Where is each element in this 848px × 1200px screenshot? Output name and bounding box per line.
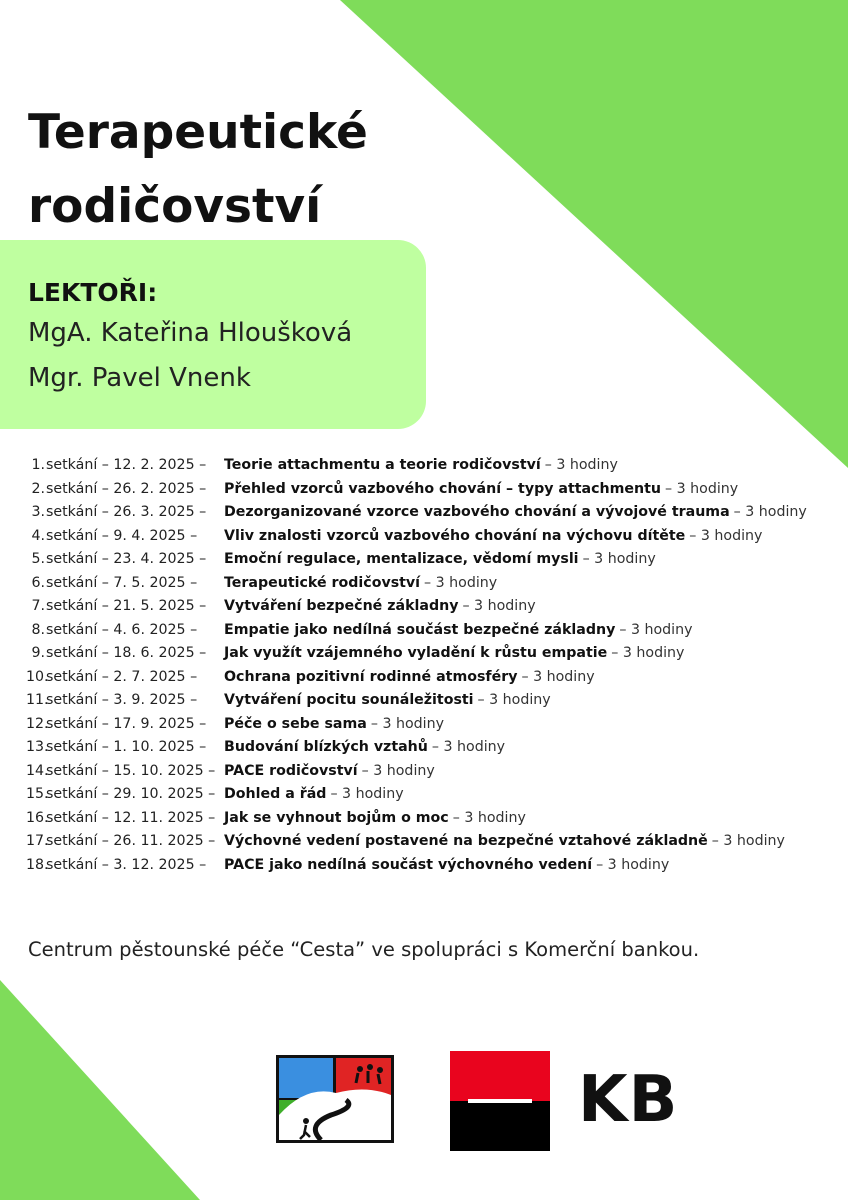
session-date: setkání – 3. 12. 2025 –: [46, 856, 207, 873]
session-row: [26, 481, 841, 505]
session-duration: – 3 hodiny: [330, 786, 404, 802]
session-topic: Výchovné vedení postavené na bezpečné vztahové základně: [224, 833, 708, 849]
session-topic: Emoční regulace, mentalizace, vědomí mysli: [224, 551, 579, 567]
session-row: [26, 504, 841, 528]
session-topic: Terapeutické rodičovství: [224, 574, 421, 591]
session-duration: – 3 hodiny: [619, 621, 693, 638]
session-date: setkání – 21. 5. 2025 –: [46, 598, 207, 614]
session-topic: Vytváření bezpečné základny: [224, 598, 459, 614]
session-row: [26, 575, 841, 599]
session-topic: PACE jako nedílná součást výchovného vedení: [224, 856, 593, 873]
session-topic: Budování blízkých vztahů: [224, 739, 428, 755]
lector-name-2: Mgr. Pavel Vnenk: [28, 363, 251, 393]
session-duration: – 3 hodiny: [596, 856, 670, 873]
lectors-heading: LEKTOŘI:: [28, 278, 158, 307]
session-duration: – 3 hodiny: [689, 527, 763, 544]
session-list: [26, 457, 841, 880]
session-date: setkání – 23. 4. 2025 –: [46, 551, 207, 567]
session-number: 2.: [31, 480, 45, 497]
kb-logo-icon: [450, 1051, 550, 1151]
session-date: setkání – 4. 6. 2025 –: [46, 621, 198, 638]
session-row: [26, 833, 841, 857]
session-topic: Dezorganizované vzorce vazbového chování a vývojové trauma: [224, 504, 730, 520]
session-number: 9.: [31, 645, 45, 661]
session-date: setkání – 17. 9. 2025 –: [46, 715, 207, 732]
session-duration: – 3 hodiny: [711, 833, 785, 849]
session-number: 16.: [26, 809, 49, 826]
session-number: 12.: [26, 715, 49, 732]
session-duration: – 3 hodiny: [733, 504, 807, 520]
session-duration: – 3 hodiny: [370, 715, 444, 732]
session-row: [26, 857, 841, 881]
session-row: [26, 810, 841, 834]
session-duration: – 3 hodiny: [665, 480, 739, 497]
session-duration: – 3 hodiny: [611, 645, 685, 661]
session-date: setkání – 26. 3. 2025 –: [46, 504, 207, 520]
session-number: 7.: [31, 598, 45, 614]
session-number: 5.: [31, 551, 45, 567]
session-topic: Jak se vyhnout bojům o moc: [224, 809, 449, 826]
session-topic: Péče o sebe sama: [224, 715, 367, 732]
session-row: [26, 622, 841, 646]
page-title-line1: Terapeutické: [28, 105, 368, 160]
session-number: 15.: [26, 786, 49, 802]
session-topic: Ochrana pozitivní rodinné atmosféry: [224, 668, 518, 685]
footer-text: Centrum pěstounské péče “Cesta” ve spolupráci s Komerční bankou.: [28, 938, 700, 961]
session-number: 17.: [26, 833, 49, 849]
session-date: setkání – 3. 9. 2025 –: [46, 692, 198, 708]
page-title: [28, 96, 368, 244]
session-number: 14.: [26, 762, 49, 779]
session-date: setkání – 18. 6. 2025 –: [46, 645, 207, 661]
session-date: setkání – 2. 7. 2025 –: [46, 668, 198, 685]
session-duration: – 3 hodiny: [424, 574, 498, 591]
cesta-logo: [276, 1055, 394, 1143]
session-duration: – 3 hodiny: [361, 762, 435, 779]
session-duration: – 3 hodiny: [452, 809, 526, 826]
session-date: setkání – 26. 11. 2025 –: [46, 833, 216, 849]
session-number: 13.: [26, 739, 49, 755]
bottom-left-green-triangle: [0, 980, 200, 1200]
session-topic: Jak využít vzájemného vyladění k růstu empatie: [224, 645, 608, 661]
session-row: [26, 692, 841, 716]
session-date: setkání – 7. 5. 2025 –: [46, 574, 198, 591]
session-duration: – 3 hodiny: [582, 551, 656, 567]
session-row: [26, 598, 841, 622]
session-date: setkání – 1. 10. 2025 –: [46, 739, 207, 755]
session-row: [26, 457, 841, 481]
session-topic: Přehled vzorců vazbového chování – typy attachmentu: [224, 480, 662, 497]
session-topic: PACE rodičovství: [224, 762, 358, 779]
session-topic: Vliv znalosti vzorců vazbového chování na výchovu dítěte: [224, 527, 686, 544]
session-row: [26, 739, 841, 763]
session-number: 18.: [26, 856, 49, 873]
session-topic: Teorie attachmentu a teorie rodičovství: [224, 457, 541, 473]
session-row: [26, 551, 841, 575]
session-date: setkání – 12. 2. 2025 –: [46, 457, 207, 473]
session-topic: Dohled a řád: [224, 786, 327, 802]
session-number: 11.: [26, 692, 49, 708]
session-date: setkání – 26. 2. 2025 –: [46, 480, 207, 497]
lector-name-1: MgA. Kateřina Hloušková: [28, 318, 353, 348]
session-number: 1.: [31, 457, 45, 473]
session-duration: – 3 hodiny: [431, 739, 506, 755]
session-row: [26, 528, 841, 552]
session-number: 8.: [31, 621, 45, 638]
session-duration: – 3 hodiny: [462, 598, 536, 614]
session-duration: – 3 hodiny: [544, 457, 618, 473]
session-date: setkání – 29. 10. 2025 –: [46, 786, 216, 802]
session-row: [26, 763, 841, 787]
session-row: [26, 645, 841, 669]
session-row: [26, 716, 841, 740]
session-topic: Vytváření pocitu sounáležitosti: [224, 692, 474, 708]
session-date: setkání – 15. 10. 2025 –: [46, 762, 216, 779]
session-number: 4.: [31, 527, 45, 544]
session-row: [26, 786, 841, 810]
session-row: [26, 669, 841, 693]
session-date: setkání – 12. 11. 2025 –: [46, 809, 216, 826]
session-duration: – 3 hodiny: [521, 668, 595, 685]
session-number: 6.: [31, 574, 45, 591]
kb-logo-text: KB: [578, 1063, 679, 1137]
session-number: 3.: [31, 504, 45, 520]
session-duration: – 3 hodiny: [477, 692, 551, 708]
session-number: 10.: [26, 668, 49, 685]
page-title-line2: rodičovství: [28, 179, 322, 234]
session-date: setkání – 9. 4. 2025 –: [46, 527, 198, 544]
session-topic: Empatie jako nedílná součást bezpečné základny: [224, 621, 616, 638]
